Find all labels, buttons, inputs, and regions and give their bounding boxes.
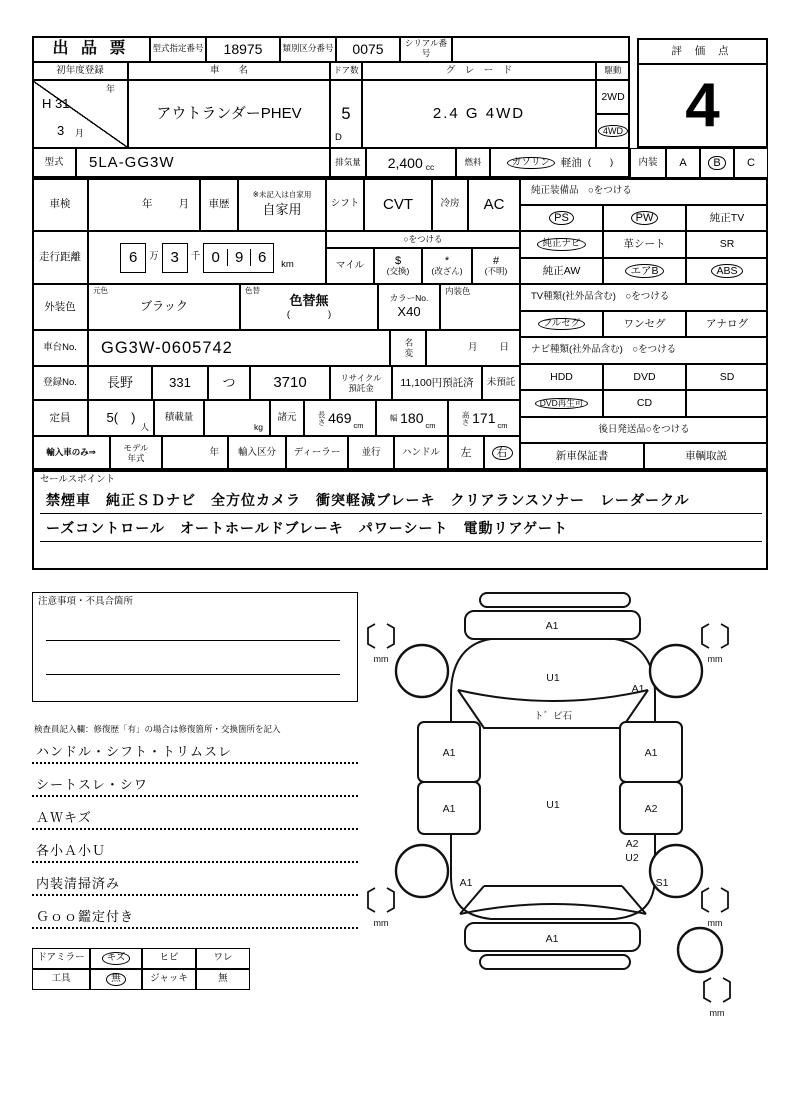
interior-grade-b: B xyxy=(700,148,734,178)
damage-quarter-right: S1 xyxy=(655,877,669,889)
recycle-deposited: 11,100円預託済 xyxy=(392,366,482,400)
wheel-front-right xyxy=(650,645,702,697)
capacity-unit: 人 xyxy=(140,422,149,433)
handle-label: ハンドル xyxy=(394,436,448,470)
height-cell: 高さ 171 cm xyxy=(448,400,520,436)
damage-door-front-left: A1 xyxy=(442,747,456,759)
fuel-gasoline: ガソリン xyxy=(507,157,555,170)
damage-front-panel: A1 xyxy=(545,620,559,632)
sales-point-line2: ーズコントロール オートホールドブレーキ パワーシート 電動リアゲート xyxy=(40,515,762,542)
name-change-label: 名変 xyxy=(390,330,426,366)
model-type-label: 型式 xyxy=(32,148,76,178)
damage-door-front-right: A1 xyxy=(644,747,658,759)
tread-mm-front-left: mm xyxy=(373,654,389,664)
fuel-diesel: 軽油 xyxy=(560,156,582,169)
mileage-mark-header: ○をつける xyxy=(326,231,520,248)
model-type-value: 5LA-GG3W xyxy=(76,148,330,178)
wheel-rear-right xyxy=(650,845,702,897)
damage-quarter-right-a2: A2 xyxy=(625,838,639,850)
name-change-value: 月 日 xyxy=(426,330,520,366)
interior-grade-a: A xyxy=(666,148,700,178)
navi-hdd: HDD xyxy=(520,364,603,390)
damage-door-rear-left: A1 xyxy=(442,803,456,815)
drive-2wd: 2WD xyxy=(596,80,630,114)
load-value xyxy=(204,400,270,436)
mile-cell: マイル xyxy=(326,248,374,284)
notes-line-2 xyxy=(46,674,340,675)
tread-bracket-rear-right xyxy=(702,888,728,912)
import-dealer: ディーラー xyxy=(286,436,348,470)
equip-abs: ABS xyxy=(686,258,768,284)
mileage-value xyxy=(88,231,326,284)
equip-tv: 純正TV xyxy=(686,205,768,231)
first-reg-label: 初年度登録 xyxy=(32,62,128,80)
car-name-value: アウトランダーPHEV xyxy=(128,80,330,148)
base-color-value: ブラック xyxy=(140,299,188,314)
length-label: 長さ xyxy=(317,410,327,426)
wheel-front-left xyxy=(396,645,448,697)
equip-aw: 純正AW xyxy=(520,258,603,284)
door-sub: D xyxy=(335,132,342,144)
width-label: 幅 xyxy=(389,414,399,422)
displacement-label: 排気量 xyxy=(330,148,366,178)
load-label: 積載量 xyxy=(154,400,204,436)
tread-bracket-front-left xyxy=(368,624,394,648)
damage-windshield: ト゛ビ石 xyxy=(533,711,573,722)
drive-label: 駆動 xyxy=(596,62,630,80)
tv-type-header: TV種類(社外品含む) ○をつける xyxy=(520,284,768,311)
navi-cd: CD xyxy=(603,390,686,417)
equip-ps: PS xyxy=(520,205,603,231)
interior-label: 内装 xyxy=(630,148,666,178)
interior-color-label: 内装色 xyxy=(445,286,471,296)
chassis-value: GG3W-0605742 xyxy=(88,330,390,366)
import-div-label: 輸入区分 xyxy=(228,436,286,470)
inspector-line xyxy=(32,874,358,896)
height-value: 171 xyxy=(472,409,496,426)
shaken-value: 年 月 xyxy=(88,178,200,231)
tv-analog: アナログ xyxy=(686,311,768,337)
color-change-label: 色替 xyxy=(245,286,260,295)
windshield-cowl-line xyxy=(458,690,648,701)
inspector-line xyxy=(32,742,358,764)
spare-tire xyxy=(678,928,722,972)
import-only-label: 輸入車のみ⇒ xyxy=(32,436,110,470)
equip-pw: PW xyxy=(603,205,686,231)
tread-mm-spare: mm xyxy=(709,1008,725,1018)
model-year-value: 年 xyxy=(162,436,228,470)
first-reg-month-unit: 月 xyxy=(75,127,85,138)
wheel-rear-left xyxy=(396,845,448,897)
color-change-cell xyxy=(240,284,378,330)
aircon-label: 冷房 xyxy=(432,178,468,231)
interior-color-cell xyxy=(440,284,520,330)
equip-navi: 純正ナビ xyxy=(520,231,603,258)
equip-leather: 革シート xyxy=(603,231,686,258)
damage-door-rear-right: A2 xyxy=(644,803,658,815)
notes-box xyxy=(32,592,358,702)
equip-sr: SR xyxy=(686,231,768,258)
history-note: ※未記入は自家用 xyxy=(252,190,312,200)
unknown-cell: # (不明) xyxy=(472,248,520,284)
color-change-paren: ( ) xyxy=(286,308,332,320)
serial-value xyxy=(452,36,630,62)
spec-label: 諸元 xyxy=(270,400,304,436)
load-unit: kg xyxy=(254,422,263,433)
color-no-cell xyxy=(378,284,440,330)
rear-window-line xyxy=(460,886,646,914)
inspector-item: ハンドル・シフト・トリムスレ xyxy=(36,743,233,759)
damage-rear-panel: A1 xyxy=(545,933,559,945)
fuel-label: 燃料 xyxy=(456,148,490,178)
navi-dvd-play: DVD再生可 xyxy=(520,390,603,417)
damage-quarter-right-u2: U2 xyxy=(625,852,639,864)
fuel-paren: ( ) xyxy=(587,156,614,168)
rear-bumper-shape xyxy=(480,955,630,969)
inspector-line xyxy=(32,841,358,863)
equip-airbag: エアB xyxy=(603,258,686,284)
navi-empty-cell xyxy=(686,390,768,417)
shift-value: CVT xyxy=(364,178,432,231)
tread-bracket-rear-left xyxy=(368,888,394,912)
chassis-label: 車台No. xyxy=(32,330,88,366)
car-damage-diagram xyxy=(356,586,770,1030)
mileage-sen-digit: 3 xyxy=(162,243,188,273)
drive-4wd: 4WD xyxy=(596,114,630,148)
sales-point-label: セールスポイント xyxy=(40,473,116,485)
width-value: 180 xyxy=(400,409,424,426)
first-reg-year: H 31 xyxy=(42,96,70,111)
reg-area: 長野 xyxy=(88,366,152,400)
notes-line-1 xyxy=(46,640,340,641)
damage-roof: U1 xyxy=(546,799,560,811)
navi-dvd: DVD xyxy=(603,364,686,390)
mileage-hundreds: 0 9 6 xyxy=(203,243,274,273)
length-value: 469 xyxy=(328,409,352,426)
capacity-value: 5( ) 人 xyxy=(88,400,154,436)
inspector-line xyxy=(32,808,358,830)
model-code-value: 18975 xyxy=(206,36,280,62)
history-value: ※未記入は自家用 自家用 xyxy=(238,178,326,231)
warranty-cell: 新車保証書 xyxy=(520,443,644,470)
manual-cell: 車輌取説 xyxy=(644,443,768,470)
score-value: 4 xyxy=(637,64,768,148)
reg-no-label: 登録No. xyxy=(32,366,88,400)
displacement-unit: cc xyxy=(425,162,435,173)
handle-right: 右 xyxy=(484,436,520,470)
tread-mm-front-right: mm xyxy=(707,654,723,664)
shift-label: シフト xyxy=(326,178,364,231)
interior-grade-c: C xyxy=(734,148,768,178)
inspector-header: 検査員記入欄：修復歴「有」の場合は修復箇所・交換箇所を記入 xyxy=(34,724,281,735)
first-reg-year-unit: 年 xyxy=(105,84,115,94)
grade-label: グ レ ー ド xyxy=(362,62,596,80)
reg-class: 331 xyxy=(152,366,208,400)
damage-hood: U1 xyxy=(546,672,560,684)
tread-mm-rear-right: mm xyxy=(707,918,723,928)
navi-type-header: ナビ種類(社外品含む) ○をつける xyxy=(520,337,768,364)
door-count-label: ドア数 xyxy=(330,62,362,80)
color-no-value: X40 xyxy=(397,304,421,320)
model-code-label: 型式指定番号 xyxy=(150,36,206,62)
first-reg-month: 3 xyxy=(57,123,65,139)
tv-full-seg: フルセグ xyxy=(520,311,603,337)
color-no-label: カラーNo. xyxy=(389,292,429,303)
aircon-value: AC xyxy=(468,178,520,231)
inspector-item: Ｇｏｏ鑑定付き xyxy=(36,908,135,924)
door-count-value: 5 D xyxy=(330,80,362,148)
notes-label: 注意事項・不具合箇所 xyxy=(38,595,134,607)
class-code-value: 0075 xyxy=(336,36,400,62)
front-bumper-shape xyxy=(480,593,630,607)
car-name-label: 車 名 xyxy=(128,62,330,80)
first-reg-value xyxy=(32,80,128,148)
reg-kana: つ xyxy=(208,366,250,400)
mileage-man-unit: 万 xyxy=(149,251,159,263)
import-parallel: 並行 xyxy=(348,436,394,470)
displacement-value: 2,400 cc xyxy=(366,148,456,178)
base-color-cell xyxy=(88,284,240,330)
mileage-unit: km xyxy=(281,258,294,270)
base-color-label: 元色 xyxy=(93,286,108,295)
inspector-line xyxy=(32,775,358,797)
score-label: 評 価 点 xyxy=(637,38,768,64)
inspector-item: 内装清掃済み xyxy=(36,875,121,891)
tv-one-seg: ワンセグ xyxy=(603,311,686,337)
mirror-table-cell: 工具 xyxy=(32,969,90,990)
mirror-table-cell: ワレ xyxy=(196,948,250,969)
mirror-table-cell: キズ xyxy=(90,948,142,969)
recycle-not-deposited: 未預託 xyxy=(482,366,520,400)
mileage-sen-unit: 千 xyxy=(190,251,201,263)
handle-left: 左 xyxy=(448,436,484,470)
class-code-label: 類別区分番号 xyxy=(280,36,336,62)
recycle-label: リサイクル 預託金 xyxy=(330,366,392,400)
inspector-item: ＡＷキズ xyxy=(36,809,92,825)
height-label: 高さ xyxy=(461,410,471,426)
model-year-label: モデル 年式 xyxy=(110,436,162,470)
sales-point-line1: 禁煙車 純正ＳＤナビ 全方位カメラ 衝突軽減ブレーキ クリアランスソナー レーダークル xyxy=(40,487,762,514)
tread-bracket-spare xyxy=(704,978,730,1002)
history-label: 車歴 xyxy=(200,178,238,231)
serial-label: シリアル番号 xyxy=(400,36,452,62)
length-cell: 長さ 469 cm xyxy=(304,400,376,436)
tread-bracket-front-right xyxy=(702,624,728,648)
width-cell: 幅 180 cm xyxy=(376,400,448,436)
tread-mm-rear-left: mm xyxy=(373,918,389,928)
mirror-table-cell: 無 xyxy=(90,969,142,990)
navi-sd: SD xyxy=(686,364,768,390)
exchange-cell: $ (交換) xyxy=(374,248,422,284)
damage-quarter-left: A1 xyxy=(459,877,473,889)
mirror-table-cell: ジャッキ xyxy=(142,969,196,990)
inspector-item: シートスレ・シワ xyxy=(36,776,148,792)
shaken-label: 車検 xyxy=(32,178,88,231)
color-change-value: 色替無 xyxy=(289,292,329,308)
exterior-color-label: 外装色 xyxy=(32,284,88,330)
damage-front-fender-right: A1 xyxy=(631,683,645,695)
reg-number: 3710 xyxy=(250,366,330,400)
grade-value: 2.4 G 4WD xyxy=(362,80,596,148)
inspector-item: 各小Ａ小Ｕ xyxy=(36,842,107,858)
tamper-cell: * (改ざん) xyxy=(422,248,472,284)
mileage-label: 走行距離 xyxy=(32,231,88,284)
mirror-table-cell: ドアミラー xyxy=(32,948,90,969)
mirror-table-cell: ヒビ xyxy=(142,948,196,969)
equip-header: 純正装備品 ○をつける xyxy=(520,178,768,205)
mirror-table-cell: 無 xyxy=(196,969,250,990)
mileage-man-digit: 6 xyxy=(120,243,146,273)
inspector-line xyxy=(32,907,358,929)
sheet-title: 出 品 票 xyxy=(32,36,150,62)
capacity-label: 定員 xyxy=(32,400,88,436)
later-shipment-cell: 後日発送品○をつける xyxy=(520,417,768,443)
fuel-value xyxy=(490,148,630,178)
